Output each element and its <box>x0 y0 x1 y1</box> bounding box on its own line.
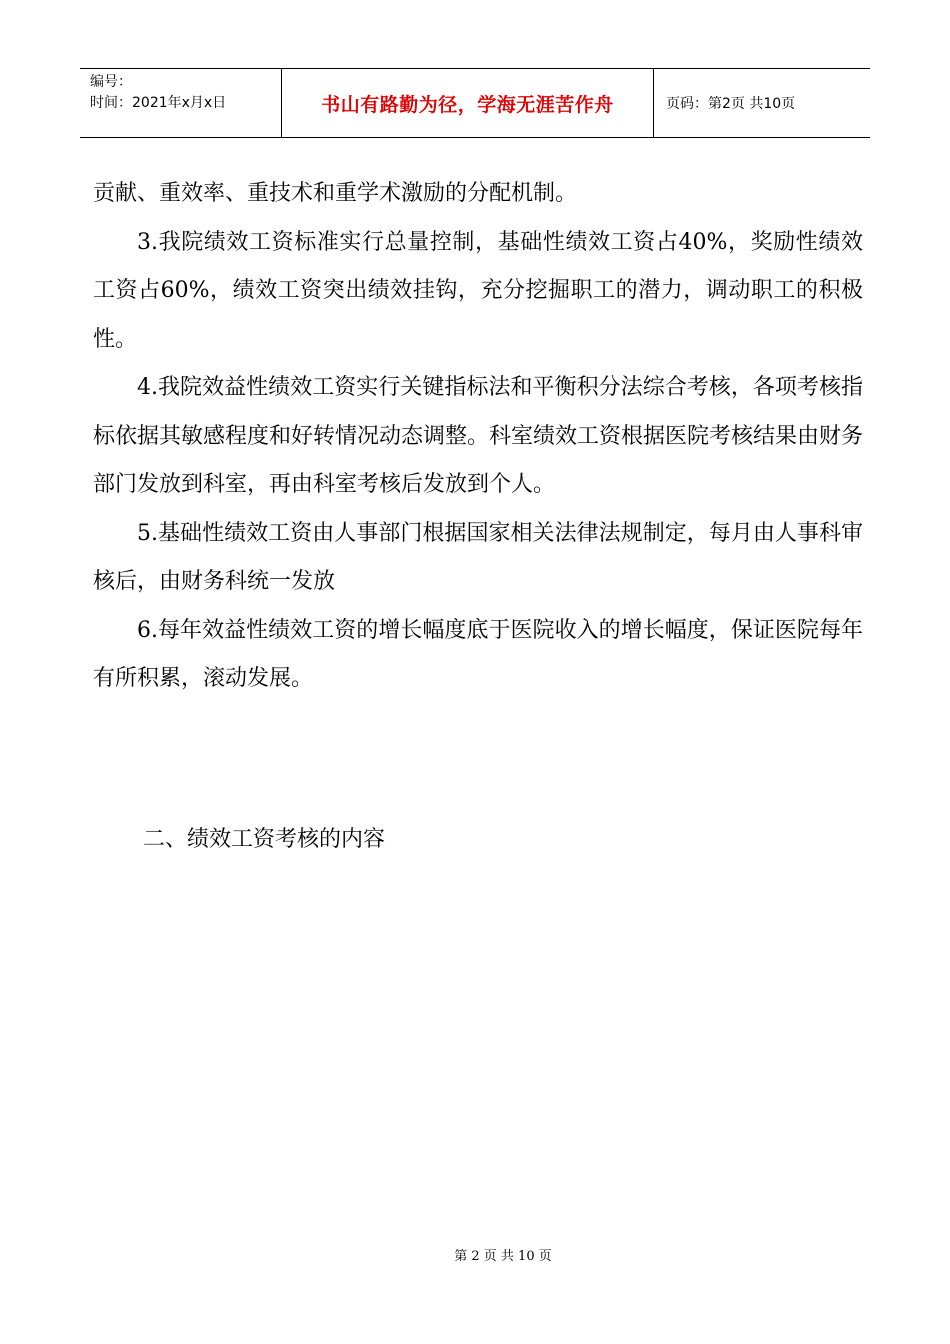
header-page-info: 页码：第2页 共10页 <box>666 96 796 112</box>
paragraph-continuation: 贡献、重效率、重技术和重学术激励的分配机制。 <box>93 181 578 206</box>
header-meta-cell <box>80 69 282 137</box>
document-header <box>80 68 870 138</box>
header-motto-cell <box>282 69 654 137</box>
paragraph-item-3: 3.我院绩效工资标准实行总量控制，基础性绩效工资占40%，奖励性绩效工资占60%，绩效工资突出绩效挂钩，充分挖掘职工的潜力，调动职工的积极性。 <box>93 229 863 352</box>
header-page-cell <box>654 69 870 137</box>
paragraph-item-4: 4.我院效益性绩效工资实行关键指标法和平衡积分法综合考核，各项考核指标依据其敏感程度和好转情况动态调整。科室绩效工资根据医院考核结果由财务部门发放到科室，再由科室考核后发放到个人。 <box>93 375 864 497</box>
section-heading: 二、绩效工资考核的内容 <box>143 827 386 852</box>
header-motto: 书山有路勤为径，学海无涯苦作舟 <box>321 93 614 116</box>
paragraph-item-6: 6.每年效益性绩效工资的增长幅度底于医院收入的增长幅度，保证医院每年有所积累，滚动发展。 <box>93 617 863 691</box>
document-body <box>93 170 863 704</box>
document-number-label: 编号： <box>90 74 132 90</box>
document-time-label: 时间：2021年x月x日 <box>90 95 227 111</box>
page-footer: 第 2 页 共 10 页 <box>454 1249 552 1264</box>
paragraph-item-5: 5.基础性绩效工资由人事部门根据国家相关法律法规制定，每月由人事科审核后，由财务科统一发放 <box>93 520 863 594</box>
